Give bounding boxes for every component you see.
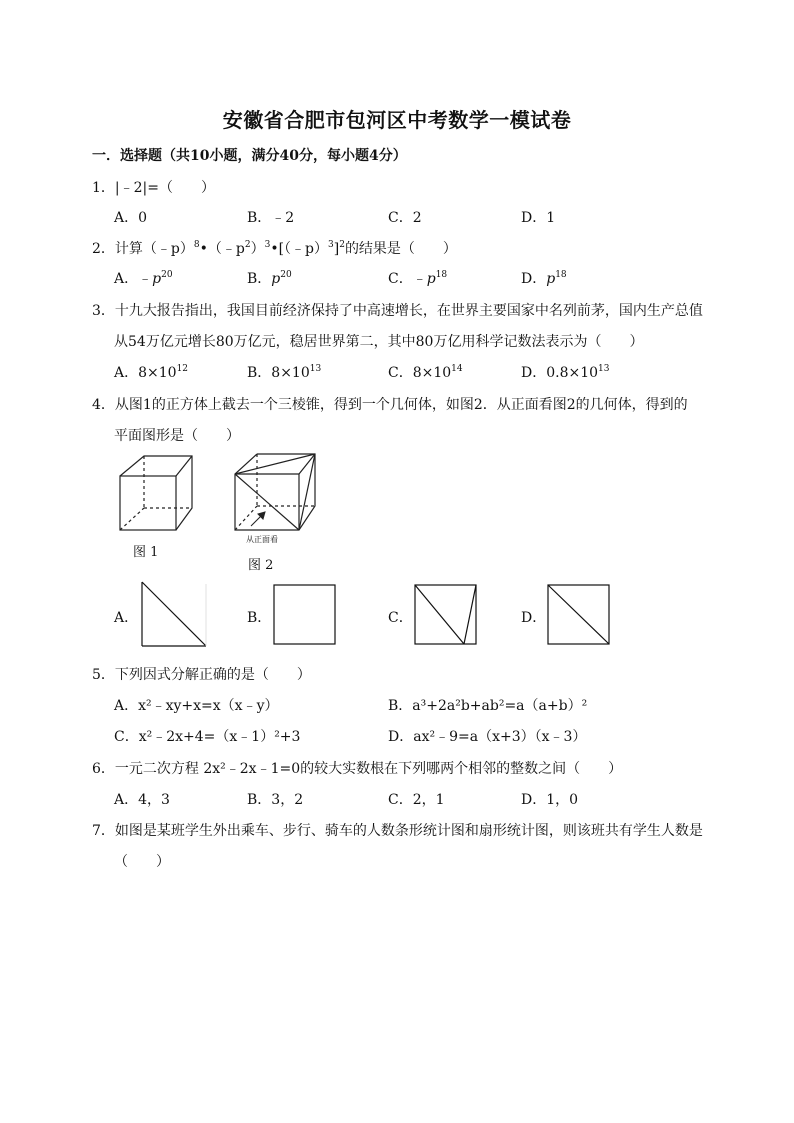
q1-option-d: D．1 [521, 210, 556, 226]
q1-option-b: B．﹣2 [247, 210, 295, 226]
view-direction-arrow-icon [251, 512, 265, 526]
question-7-line-1: 7．如图是某班学生外出乘车、步行、骑车的人数条形统计图和扇形统计图，则该班共有学生人数是 [92, 823, 703, 839]
view-direction-note: 从正面看 [246, 535, 278, 544]
q4-option-b: B． [247, 610, 272, 626]
q4-option-a-triangle [136, 580, 212, 648]
q4-option-d: D． [521, 610, 547, 626]
q4-option-b-square [273, 584, 337, 646]
section-heading: 一．选择题（共10小题，满分40分，每小题4分） [92, 148, 407, 164]
question-3-line-2: 从54万亿元增长80万亿元，稳居世界第二，其中80万亿用科学记数法表示为（ ） [114, 334, 644, 350]
question-2-stem: 2．计算$(﹣p)^8•(﹣p^2)^3•[(﹣p)^3]^2$的结果是（ ） [92, 240, 457, 257]
q6-option-d: D．1，0 [521, 792, 579, 808]
question-4-line-2: 平面图形是（ ） [114, 428, 240, 444]
q5-option-a: A．x²﹣xy+x=x（x﹣y） [114, 698, 279, 714]
q4-option-a: A． [114, 610, 139, 626]
q2-option-a: A．$﹣p^{20}$ [114, 270, 173, 287]
q2-option-c: C．$﹣p^{18}$ [388, 270, 448, 287]
q2-option-b: B．$p^{20}$ [247, 270, 292, 287]
figure-1-cube [110, 448, 200, 534]
page-title: 安徽省合肥市包河区中考数学一模试卷 [222, 108, 572, 132]
q5-option-d: D．ax²﹣9=a（x+3）（x﹣3） [388, 729, 587, 745]
q4-option-d-square-diagonal [547, 584, 611, 646]
figure-1-label: 图 1 [133, 545, 159, 560]
figure-2-cut-cube [227, 448, 327, 534]
q5-option-b: B．a³+2a²b+ab²=a（a+b）² [388, 698, 588, 714]
q6-option-b: B．3，2 [247, 792, 304, 808]
q6-option-c: C．2，1 [388, 792, 445, 808]
question-7-line-2: （ ） [114, 854, 170, 870]
question-6-stem: 6．一元二次方程 2x²﹣2x﹣1=0的较大实数根在下列哪两个相邻的整数之间（ ） [92, 761, 623, 777]
q6-option-a: A．4，3 [114, 792, 170, 808]
question-3-line-1: 3．十九大报告指出，我国目前经济保持了中高速增长，在世界主要国家中名列前茅，国内生产总值 [92, 303, 703, 319]
q5-option-c: C．x²﹣2x+4=（x﹣1）²+3 [114, 729, 301, 745]
q2-option-d: D．$p^{18}$ [521, 270, 567, 287]
figure-2-label: 图 2 [248, 558, 274, 573]
q4-option-c-square-split [414, 584, 478, 646]
q3-option-c: C．$8\times 10^{14}$ [388, 364, 463, 381]
q1-option-c: C．2 [388, 210, 422, 226]
q4-option-c: C． [388, 610, 413, 626]
q3-option-d: D．$0.8\times 10^{13}$ [521, 364, 610, 381]
q3-option-b: B．$8\times 10^{13}$ [247, 364, 322, 381]
q3-option-a: A．$8\times 10^{12}$ [114, 364, 189, 381]
q1-option-a: A．0 [114, 210, 148, 226]
question-5-stem: 5．下列因式分解正确的是（ ） [92, 667, 311, 683]
question-4-line-1: 4．从图1的正方体上截去一个三棱锥，得到一个几何体，如图2．从正面看图2的几何体，得到的 [92, 397, 688, 413]
question-1-stem: 1．|﹣2|=（ ） [92, 180, 215, 196]
